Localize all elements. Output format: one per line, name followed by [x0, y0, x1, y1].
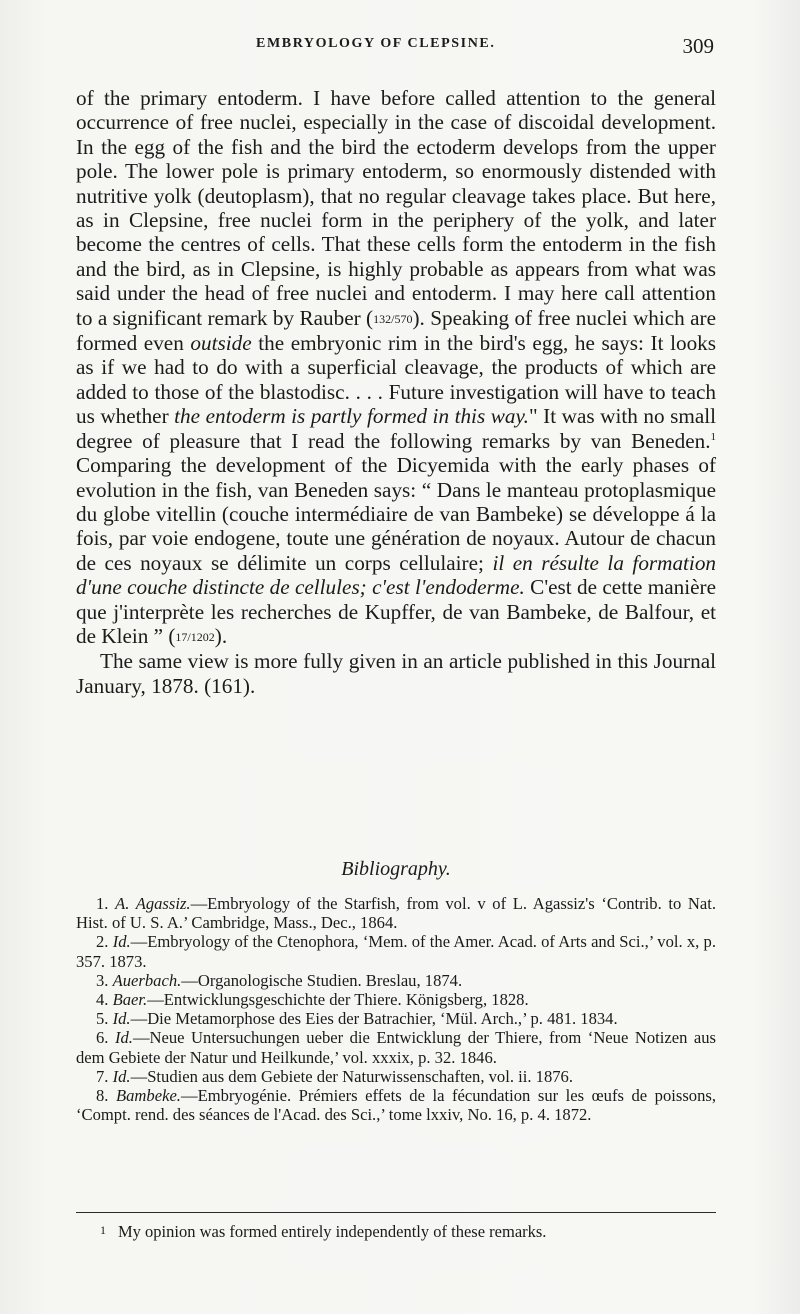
footnote-text: My opinion was formed entirely independently of these remarks. — [118, 1222, 547, 1241]
bibliography-list — [76, 894, 716, 1124]
bibliography-entry: 6. Id.—Neue Untersuchungen ueber die Entwicklung der Thiere, from ‘Neue Notizen aus dem Gebiete der Natur und Heilkunde,’ vol. xxxix, p. 32. 1846. — [76, 1028, 716, 1067]
bibliography-entry: 3. Auerbach.—Organologische Studien. Breslau, 1874. — [96, 970, 463, 990]
paragraph-2: The same view is more fully given in an article published in this Journal January, 1878. (161). — [76, 649, 716, 698]
bibliography-entry: 1. A. Agassiz.—Embryology of the Starfish, from vol. v of L. Agassiz's ‘Contrib. to Nat. Hist. of U. S. A.’ Cambridge, Mass., Dec., 1864. — [76, 894, 716, 933]
paragraph-1: of the primary entoderm. I have before called attention to the general occurrence of free nuclei, especially in the case of discoidal development. In the egg of the fish and the bird the ectoderm develops from the upper pole. The lower pole is primary entoderm, so enormously distended with nutritive yolk (deutoplasm), that no regular cleavage takes place. But here, as in Clepsine, free nuclei form in the periphery of the yolk, and later become the centres of cells. That these cells form the entoderm in the fish and the bird, as in Clepsine, is highly probable as appears from what was said under the head of free nuclei and entoderm. I may here call attention to a significant remark by Rauber (132/570). Speaking of free nuclei which are formed even outside the embryonic rim in the bird's egg, he says: It looks as if we had to do with a superficial cleavage, the products of which are added to those of the blastodisc. . . . Future investigation will have to teach us whether the entoderm is partly formed in this way." It was with no small degree of pleasure that I read the following remarks by van Beneden.$^1$ Comparing the development of the Dicyemida with the early phases of evolution in the fish, van Beneden says: “ Dans le manteau protoplasmique du globe vitellin (couche intermédiaire de van Bambeke) se développe á la fois, par voie endogene, toute une génération de noyaux. Autour de chacun de ces noyaux se délimite un corps cellulaire; il en résulte la formation d'une couche distincte de cellules; c'est l'endoderme. C'est de cette manière que j'interprète les recherches de Kupffer, de van Bambeke, de Balfour, et de Klein ” (17/1202). — [76, 86, 717, 648]
citation-fraction: 132/570 — [373, 311, 413, 326]
bibliography-title: Bibliography. — [341, 858, 451, 880]
running-head: EMBRYOLOGY OF CLEPSINE. — [256, 36, 496, 51]
footnote-reference: 1 — [710, 430, 716, 443]
page-number: 309 — [682, 34, 714, 58]
footnote — [100, 1222, 720, 1242]
bibliography-entry: 4. Baer.—Entwicklungsgeschichte der Thiere. Königsberg, 1828. — [96, 990, 529, 1010]
bibliography-entry: 2. Id.—Embryology of the Ctenophora, ‘Mem. of the Amer. Acad. of Arts and Sci.,’ vol. x, p. 357. 1873. — [76, 932, 716, 971]
citation-fraction: 17/1202 — [175, 629, 215, 644]
bibliography-entry: 5. Id.—Die Metamorphose des Eies der Batrachier, ‘Mül. Arch.,’ p. 481. 1834. — [96, 1009, 618, 1029]
body-text — [76, 86, 716, 698]
footnote-mark: 1 — [100, 1223, 106, 1237]
bibliography-entry: 7. Id.—Studien aus dem Gebiete der Naturwissenschaften, vol. ii. 1876. — [96, 1066, 573, 1086]
page-header — [76, 36, 716, 66]
footnote-divider — [76, 1212, 716, 1213]
bibliography-entry: 8. Bambeke.—Embryogénie. Prémiers effets de la fécundation sur les œufs de poissons, ‘Compt. rend. des séances de l'Acad. des Sci.,’ tome lxxiv, No. 16, p. 4. 1872. — [76, 1086, 716, 1125]
